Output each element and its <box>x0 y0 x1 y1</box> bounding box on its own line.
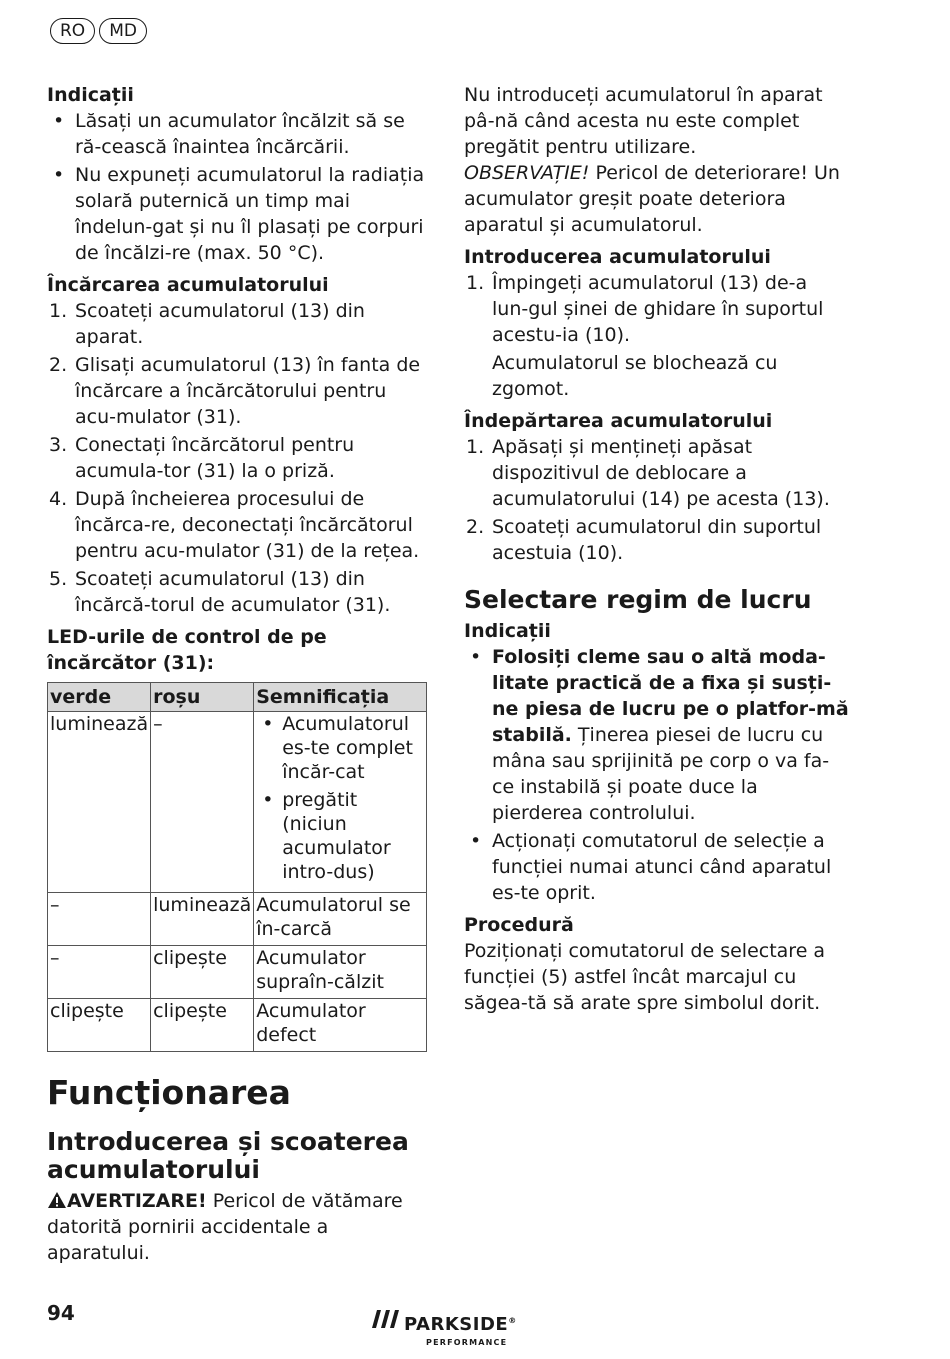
led-table <box>47 682 427 1052</box>
table-row <box>48 946 427 999</box>
observatie-label: OBSERVAȚIE! <box>464 162 590 184</box>
table-cell: clipește <box>151 999 254 1052</box>
list-item <box>464 644 849 826</box>
table-cell <box>254 712 427 893</box>
list-item: • Acumulatorul es-te complet încăr-cat <box>256 712 424 784</box>
column-header: Semnificația <box>254 683 427 712</box>
column-header: verde <box>48 683 151 712</box>
introducere-steps <box>464 270 849 348</box>
step-text: Glisați acumulatorul (13) în fanta de încărcare a încărcătorului pentru acu-mulator (31). <box>75 354 421 428</box>
bold-text: Folosiți cleme sau o altă moda-litate practică de a fixa și susți-ne piesa de lucru pe o platfor-mă stabilă. <box>492 646 849 746</box>
step-text: După încheierea procesului de încărca-re, deconectați încărcătorul pentru acu-mulator (31) de la rețea. <box>75 488 420 562</box>
procedura-text: Poziționați comutatorul de selectare a funcției (5) astfel încât marcajul cu săgea-tă să arate spre simbolul dorit. <box>464 940 826 1014</box>
table-cell: Acumulatorul se în-carcă <box>254 893 427 946</box>
indicatii-list <box>47 108 427 266</box>
list-item: • pregătit (niciun acumulator intro-dus) <box>256 788 424 884</box>
list-item <box>47 298 427 350</box>
table-row <box>48 712 427 893</box>
language-badges <box>50 18 147 44</box>
incarcare-steps <box>47 298 427 618</box>
step-text: Conectați încărcătorul pentru acumula-tor (31) la o priză. <box>75 434 355 482</box>
indicatii-heading: Indicații <box>47 84 134 106</box>
logo-slashes-icon <box>372 1310 402 1328</box>
intro-paragraph: Nu introduceți acumulatorul în aparat pâ-nă când acesta nu este complet pregătit pentru utilizare. <box>464 84 823 158</box>
list-item <box>47 566 427 618</box>
indepartare-steps <box>464 434 849 566</box>
lang-badge-md: MD <box>99 18 147 44</box>
observatie-text: Pericol de deteriorare! Un acumulator greșit poate deteriora aparatul și acumulatorul. <box>464 162 840 236</box>
table-cell: Acumulator defect <box>254 999 427 1052</box>
logo-wordmark: PARKSIDE® <box>404 1314 517 1335</box>
table-cell: – <box>151 712 254 893</box>
list-item <box>47 486 427 564</box>
procedura-heading: Procedură <box>464 914 574 936</box>
column-header: roșu <box>151 683 254 712</box>
meaning-list <box>256 712 424 884</box>
table-cell: – <box>48 946 151 999</box>
parkside-logo <box>372 1308 522 1348</box>
list-item <box>47 432 427 484</box>
step-number: 1. <box>466 272 485 294</box>
regim-heading: Selectare regim de lucru <box>464 585 812 614</box>
page-number: 94 <box>47 1301 75 1325</box>
step-text: Apăsați și mențineți apăsat dispozitivul de deblocare a acumulatorului (14) pe acesta (13). <box>492 436 830 510</box>
table-cell: – <box>48 893 151 946</box>
table-header-row <box>48 683 427 712</box>
table-row <box>48 893 427 946</box>
regim-indicatii-list <box>464 644 849 906</box>
list-item: • Lăsați un acumulator încălzit să se ră-cească înaintea încărcării. <box>47 108 427 160</box>
step-result: Acumulatorul se blochează cu zgomot. <box>492 352 778 400</box>
list-item <box>47 352 427 430</box>
step-text: Scoateți acumulatorul (13) din aparat. <box>75 300 365 348</box>
table-cell: Acumulator supraîn-călzit <box>254 946 427 999</box>
introducere-scoatere-heading: Introducerea și scoaterea acumulatorului <box>47 1127 409 1184</box>
step-number: 5. <box>49 568 68 590</box>
led-heading: LED-urile de control de pe încărcător (31): <box>47 626 327 674</box>
warning-paragraph <box>47 1188 427 1266</box>
logo-subtitle: PERFORMANCE <box>426 1338 508 1347</box>
step-number: 3. <box>49 434 68 456</box>
table-cell: luminează <box>48 712 151 893</box>
list-item: • Nu expuneți acumulatorul la radiația solară puternică un timp mai îndelun-gat și nu îl plasați pe corpuri de încălzi-re (max. 50 °C). <box>47 162 427 266</box>
functionarea-heading: Funcționarea <box>47 1073 291 1112</box>
step-number: 1. <box>49 300 68 322</box>
list-item <box>464 270 849 348</box>
incarcare-heading: Încărcarea acumulatorului <box>47 274 329 296</box>
step-text: Scoateți acumulatorul din suportul acestuia (10). <box>492 516 822 564</box>
list-item: • Acționați comutatorul de selecție a funcției numai atunci când aparatul es-te oprit. <box>464 828 849 906</box>
step-number: 2. <box>49 354 68 376</box>
list-item <box>464 514 849 566</box>
table-cell: luminează <box>151 893 254 946</box>
table-cell: clipește <box>151 946 254 999</box>
step-number: 1. <box>466 436 485 458</box>
list-item <box>464 434 849 512</box>
indepartare-heading: Îndepărtarea acumulatorului <box>464 410 773 432</box>
item-text: Ținerea piesei de lucru cu mâna sau sprijinită pe corp o va fa-ce instabilă și poate duce la pierderea controlului. <box>492 724 830 824</box>
right-column <box>464 82 849 1016</box>
warning-text: Pericol de vătămare datorită pornirii accidentale a aparatului. <box>47 1190 403 1264</box>
left-column <box>47 82 427 1266</box>
step-number: 2. <box>466 516 485 538</box>
lang-badge-ro: RO <box>50 18 95 44</box>
step-text: Scoateți acumulatorul (13) din încărcă-torul de acumulator (31). <box>75 568 391 616</box>
step-number: 4. <box>49 488 68 510</box>
observatie-paragraph <box>464 160 849 238</box>
table-row <box>48 999 427 1052</box>
warning-label: AVERTIZARE! <box>67 1190 207 1212</box>
regim-indicatii-heading: Indicații <box>464 620 551 642</box>
table-cell: clipește <box>48 999 151 1052</box>
warning-triangle-icon <box>47 1191 67 1209</box>
step-text: Împingeți acumulatorul (13) de-a lun-gul șinei de ghidare în suportul acestu-ia (10). <box>492 272 824 346</box>
introducere-heading: Introducerea acumulatorului <box>464 246 771 268</box>
